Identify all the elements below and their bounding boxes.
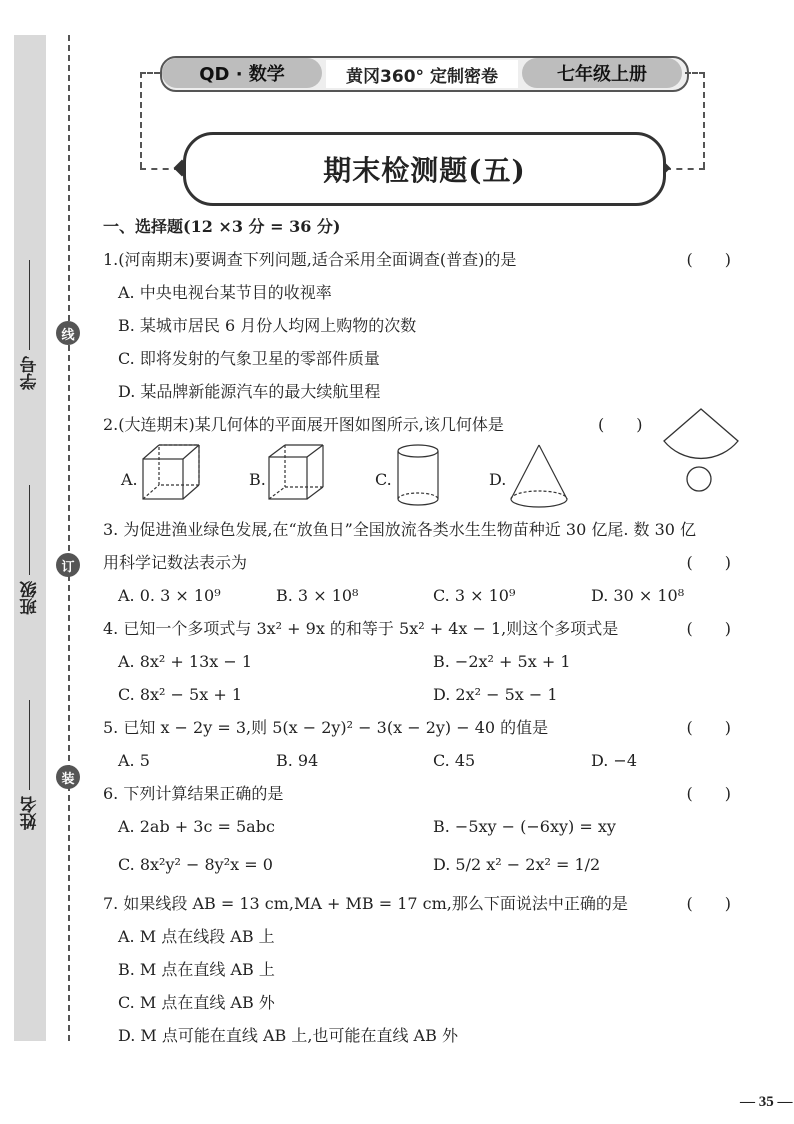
option-a: A. 5 xyxy=(118,751,150,770)
exam-title: 期末检测题(五) xyxy=(183,132,666,206)
question-3-cont: 用科学记数法表示为 ( ) xyxy=(103,553,731,572)
connector xyxy=(703,72,705,168)
option-b: B. −2x² + 5x + 1 xyxy=(433,652,571,671)
cone-icon xyxy=(507,441,571,511)
option-c: C. 8x² − 5x + 1 xyxy=(118,685,242,704)
option-c: C. M 点在直线 AB 外 xyxy=(118,993,275,1012)
name-label: 姓名 xyxy=(18,680,42,830)
options-row xyxy=(103,744,743,777)
options-row xyxy=(103,678,743,711)
option-d: D. 某品牌新能源汽车的最大续航里程 xyxy=(118,382,381,401)
question-5: 5. 已知 x − 2y = 3,则 5(x − 2y)² − 3(x − 2y) − 40 的值是 ( ) xyxy=(103,718,731,737)
seal-bind-mark: 装 xyxy=(56,765,80,789)
connector xyxy=(665,168,705,170)
option-d: D. xyxy=(489,470,507,489)
shape-options xyxy=(103,441,743,513)
brand-title: 黄冈360° 定制密卷 xyxy=(326,60,518,88)
option-d: D. −4 xyxy=(591,751,638,770)
option-b: B. 94 xyxy=(276,751,319,770)
question-7: 7. 如果线段 AB = 13 cm,MA + MB = 17 cm,那么下面说法中正确的是 ( ) xyxy=(103,894,731,913)
option-c: C. 45 xyxy=(433,751,476,770)
option-d: D. M 点可能在直线 AB 上,也可能在直线 AB 外 xyxy=(118,1026,458,1045)
student-number-label: 学号 xyxy=(18,240,42,390)
class-label: 班级 xyxy=(18,455,42,615)
option-c: C. 即将发射的气象卫星的零部件质量 xyxy=(118,349,380,368)
question-6: 6. 下列计算结果正确的是 ( ) xyxy=(103,784,731,803)
option-a: A. 0. 3 × 10⁹ xyxy=(118,586,221,605)
seal-line-mark: 线 xyxy=(56,321,80,345)
option-b: B. xyxy=(249,470,266,489)
options-row xyxy=(103,843,743,887)
question-content xyxy=(103,210,743,1052)
connector xyxy=(685,72,705,74)
options-row xyxy=(103,579,743,612)
option-c: C. 3 × 10⁹ xyxy=(433,586,516,605)
cube-icon xyxy=(139,441,203,505)
option-a: A. M 点在线段 AB 上 xyxy=(118,927,275,946)
option-b: B. −5xy − (−6xy) = xy xyxy=(433,817,616,836)
option-c: C. xyxy=(375,470,392,489)
option-d: D. 2x² − 5x − 1 xyxy=(433,685,558,704)
grade-pill: 七年级上册 xyxy=(522,58,682,88)
section-heading: 一、选择题(12 ×3 分 = 36 分) xyxy=(103,217,341,236)
option-d: D. 30 × 10⁸ xyxy=(591,586,685,605)
binding-dashed-line xyxy=(68,35,70,1041)
question-4: 4. 已知一个多项式与 3x² + 9x 的和等于 5x² + 4x − 1,则这个多项式是 ( ) xyxy=(103,619,731,638)
seal-staple-mark: 订 xyxy=(56,553,80,577)
option-a: A. 8x² + 13x − 1 xyxy=(118,652,253,671)
subject-pill: QD · 数学 xyxy=(162,58,322,88)
cylinder-icon xyxy=(393,441,443,509)
cuboid-icon xyxy=(265,441,327,505)
cone-net-figure xyxy=(656,405,746,495)
question-1: 1.(河南期末)要调查下列问题,适合采用全面调查(普查)的是 ( ) xyxy=(103,250,731,269)
question-3: 3. 为促进渔业绿色发展,在“放鱼日”全国放流各类水生生物苗种近 30 亿尾. 数 30 亿 xyxy=(103,520,697,539)
option-b: B. M 点在直线 AB 上 xyxy=(118,960,275,979)
page-number: — 35 — xyxy=(740,1094,793,1110)
question-2: 2.(大连期末)某几何体的平面展开图如图所示,该几何体是 ( ) xyxy=(103,415,643,434)
connector xyxy=(140,72,142,168)
options-row xyxy=(103,645,743,678)
option-d: D. 5/2 x² − 2x² = 1/2 xyxy=(433,855,601,874)
option-a: A. xyxy=(121,470,138,489)
option-b: B. 某城市居民 6 月份人均网上购物的次数 xyxy=(118,316,417,335)
connector xyxy=(140,72,160,74)
option-b: B. 3 × 10⁸ xyxy=(276,586,359,605)
options-row xyxy=(103,810,743,843)
option-a: A. 中央电视台某节目的收视率 xyxy=(118,283,332,302)
option-c: C. 8x²y² − 8y²x = 0 xyxy=(118,855,273,874)
option-a: A. 2ab + 3c = 5abc xyxy=(118,817,275,836)
